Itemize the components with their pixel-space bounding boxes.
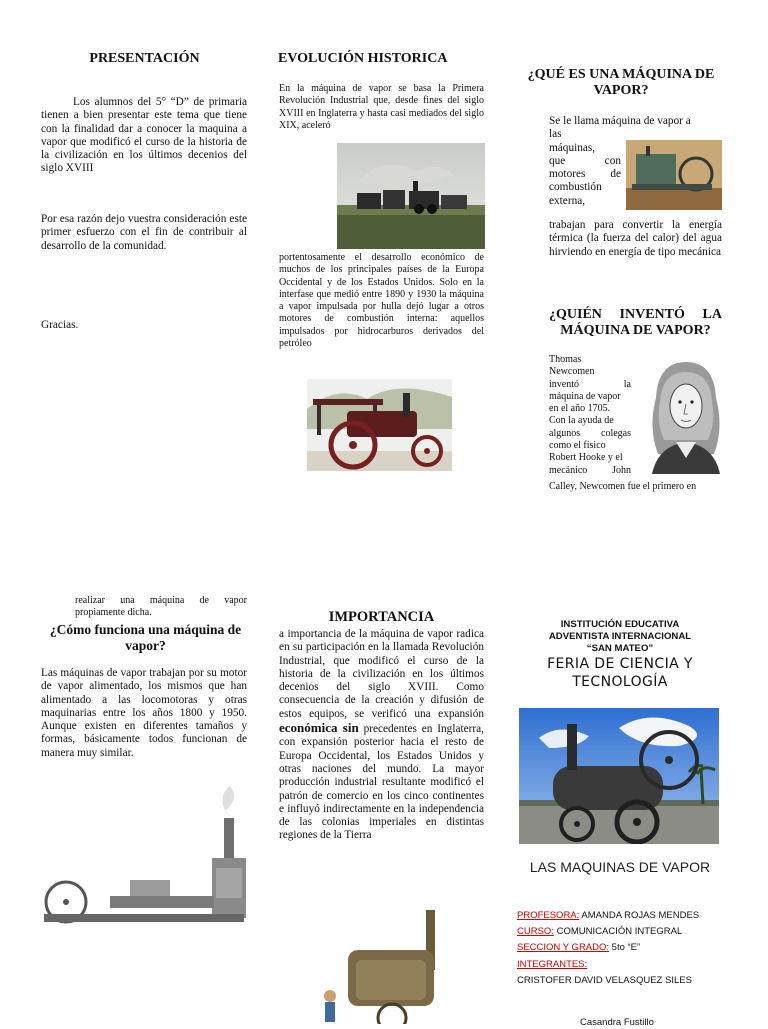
inventor-rest: Calley, Newcomen fue el primero en — [549, 481, 697, 492]
detail-label: PROFESORA: — [517, 910, 580, 921]
definition-rest: trabajan para convertir la energía térmica (la fuerza del calor) del agua hirviendo en energía de tipo mecánica — [549, 219, 722, 258]
traction-engine-photo — [307, 379, 452, 471]
evolucion-title: EVOLUCIÓN HISTORICA — [278, 51, 448, 66]
steam-engine-museum-photo — [626, 140, 722, 210]
institution-line: ADVENTISTA INTERNACIONAL — [548, 631, 692, 642]
cover-steam-engine-photo — [519, 708, 719, 844]
member-row: CRISTOFER DAVID VELASQUEZ SILES — [517, 974, 692, 986]
definition-line: las — [549, 128, 562, 141]
institution-line: INSTITUCIÓN EDUCATIVA — [560, 619, 680, 630]
teacher-row — [517, 908, 732, 924]
presentacion-title: PRESENTACIÓN — [89, 51, 200, 66]
cover-subject-title: LAS MAQUINAS DE VAPOR — [529, 859, 711, 875]
definition-line: máquinas, — [549, 141, 596, 154]
inventor-line: Robert Hooke y el — [549, 452, 623, 464]
detail-label: CURSO: — [517, 926, 554, 938]
evolucion-paragraph-2: portentosamente el desarrollo económico de muchos de los principales países de la Europa Occidental y de los Estados Unidos. Solo en la interfase que medió entre 1890 y 1930 la máquina a vapor impulsada por hulla dejó lugar a otros motores de combustión interna: aquellos impulsados por hidrocarburos derivados del petróleo — [279, 252, 484, 350]
member-row-partial: Casandra Fustillo — [580, 1017, 654, 1028]
thanks-text: Gracias. — [41, 319, 79, 331]
detail-value: 5to “E” — [611, 942, 641, 954]
definition-line: combustión — [549, 181, 602, 194]
como-funciona-title: ¿Cómo funciona una máquina de vapor? — [49, 622, 242, 653]
detail-label: SECCION Y GRADO: — [517, 942, 610, 954]
presentacion-paragraph-1: Los alumnos del 5° “D” de primaria tienen a bien presentar este tema que tiene con la finalidad dar a conocer la maquina a vapor que modificó el curso de la historia de la civilización en los últimos decenios del siglo XVIII — [41, 96, 247, 175]
importancia-text — [279, 628, 484, 843]
inventor-line: como el físico — [549, 440, 606, 452]
definition-line: externa, — [549, 194, 586, 207]
inventor-line: Newcomen — [549, 366, 595, 378]
inventor-line: en el año 1705. — [549, 403, 611, 415]
members-label: INTEGRANTES: — [517, 958, 588, 970]
inventor-line: Thomas — [549, 354, 582, 365]
evolucion-paragraph-1: En la máquina de vapor se basa la Primera Revolución Industrial que, desde fines del siglo XVIII en Inglaterra y hasta casi mediados del siglo XIX, aceleró — [279, 83, 484, 131]
steam-train-photo — [337, 143, 485, 249]
importancia-text-a: a importancia de la máquina de vapor radica en su participación en la llamada Revolución Industrial, que modificó el curso de la historia de la civilización en los últimos decenios del siglo XVIII. Como consecuencia de la creación y difusión de estos equipos, se verificó una expansión — [279, 628, 484, 720]
quien-invento-title: ¿QUIÉN INVENTÓ LA MÁQUINA DE VAPOR? — [549, 307, 722, 338]
fair-title: FERIA DE CIENCIA Y TECNOLOGÍA — [547, 656, 693, 690]
members-label-row — [517, 957, 732, 973]
presentacion-paragraph-2: Por esa razón dejo vuestra consideración este primer esfuerzo con el fin de contribuir al desarrollo de la comunidad. — [41, 213, 247, 252]
industrial-engine-illustration — [40, 782, 252, 928]
inventor-continuation: realizar una máquina de vapor propiamente dicha. — [75, 595, 247, 619]
early-locomotive-illustration — [318, 910, 446, 1024]
importancia-text-b: precedentes en Inglaterra, con expansión posterior hacia el resto de Europa Occidental, los Estados Unidos y otras naciones del mundo. La mayor producción industrial resultante modificó el patrón de comercio en los cinco continentes e influyó indirectamente en la independencia de las colonias imperiales en distintas regiones de la Tierra — [279, 723, 484, 842]
institution-name — [520, 619, 720, 655]
inventor-line: máquina de vapor — [549, 390, 621, 402]
inventor-line: inventó la — [549, 378, 631, 390]
definition-line: que con — [549, 154, 621, 167]
inventor-line: algunos colegas — [549, 427, 631, 439]
como-funciona-text: Las máquinas de vapor trabajan por su motor de vapor alimentado, los mismos que han alimentado a las locomotoras y otras maquinarias entre los años 1800 y 1950. Aunque existen en diferentes tamaños y formas, básicamente todos funcionan de manera muy similar. — [41, 667, 247, 759]
detail-value: AMANDA ROJAS MENDES — [581, 910, 700, 921]
section-row — [517, 940, 732, 956]
que-es-title: ¿QUÉ ES UNA MÁQUINA DE VAPOR? — [527, 67, 715, 98]
detail-value: COMUNICACIÓN INTEGRAL — [556, 926, 683, 938]
newcomen-portrait — [638, 358, 734, 474]
inventor-lines — [549, 354, 631, 477]
importancia-text-bold: económica sin — [279, 720, 359, 736]
inventor-line: Con la ayuda de — [549, 415, 614, 427]
importancia-title: IMPORTANCIA — [328, 609, 435, 625]
course-row — [517, 924, 732, 940]
cover-details — [517, 908, 732, 989]
institution-line: “SAN MATEO” — [586, 643, 654, 654]
definition-line: Se le llama máquina de vapor a — [549, 115, 691, 127]
definition-lines — [549, 115, 691, 208]
inventor-line: mecánico John — [549, 464, 631, 476]
definition-line: motores de — [549, 168, 621, 181]
